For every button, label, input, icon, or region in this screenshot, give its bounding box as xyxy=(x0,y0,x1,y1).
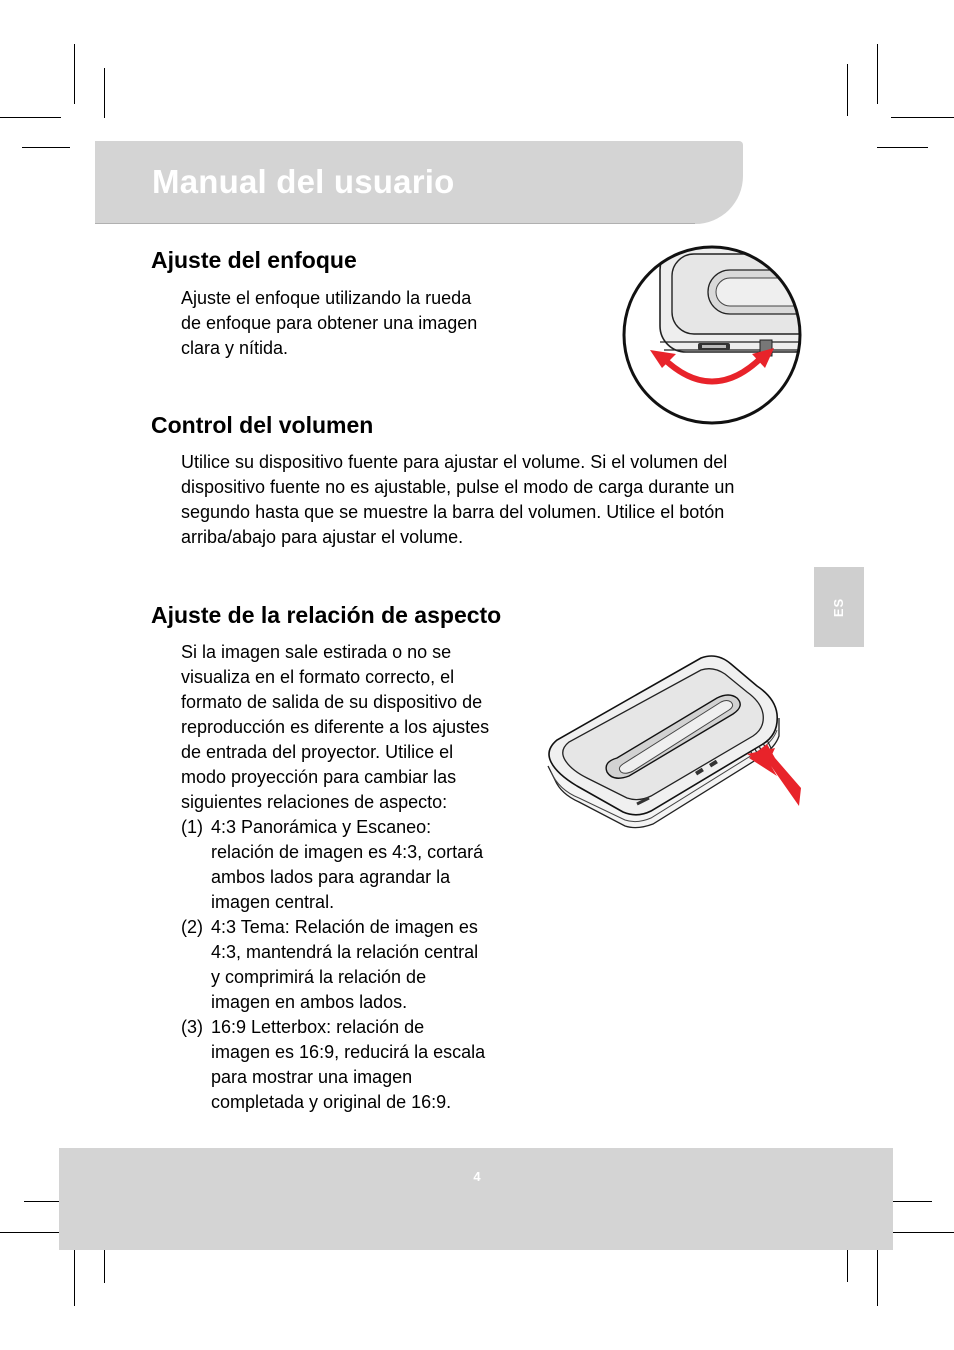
section-heading-aspect: Ajuste de la relación de aspecto xyxy=(151,602,502,628)
list-item-number: (1) xyxy=(181,817,203,837)
paragraph-line: clara y nítida. xyxy=(181,338,289,358)
list-item-number: (3) xyxy=(181,1017,203,1037)
paragraph-line: visualiza en el formato correcto, el xyxy=(181,667,455,687)
footer-band xyxy=(59,1148,893,1250)
crop-mark xyxy=(877,1246,878,1306)
page-title: Manual del usuario xyxy=(152,163,455,200)
list-item xyxy=(181,1015,531,1115)
paragraph-line: segundo hasta que se muestre la barra del volumen. Utilice el botón xyxy=(181,502,725,522)
paragraph-line: de enfoque para obtener una imagen xyxy=(181,313,478,333)
list-item-line: completada y original de 16:9. xyxy=(211,1092,452,1112)
paragraph-line: de entrada del proyector. Utilice el xyxy=(181,742,454,762)
projector-side-view-icon xyxy=(545,648,803,830)
crop-mark xyxy=(0,1232,61,1233)
language-tab xyxy=(814,567,864,647)
list-item-line: para mostrar una imagen xyxy=(211,1067,413,1087)
crop-mark xyxy=(74,44,75,104)
list-item-line: 4:3, mantendrá la relación central xyxy=(211,942,479,962)
list-item-line: 4:3 Tema: Relación de imagen es xyxy=(211,917,478,937)
crop-mark xyxy=(877,44,878,104)
paragraph-line: dispositivo fuente no es ajustable, pulse el modo de carga durante un xyxy=(181,477,735,497)
crop-mark xyxy=(891,117,954,118)
page-number: 4 xyxy=(473,1169,481,1184)
list-item xyxy=(181,815,531,915)
paragraph-line: Utilice su dispositivo fuente para ajustar el volume. Si el volumen del xyxy=(181,452,728,472)
list-item-line: imagen central. xyxy=(211,892,335,912)
focus-wheel-closeup-icon xyxy=(620,244,804,426)
list-item xyxy=(181,915,531,1015)
list-item-line: y comprimirá la relación de xyxy=(211,967,427,987)
crop-mark xyxy=(74,1246,75,1306)
crop-mark xyxy=(22,147,70,148)
list-item-line: imagen es 16:9, reducirá la escala xyxy=(211,1042,486,1062)
crop-mark xyxy=(847,64,848,116)
aspect-options-list xyxy=(181,815,531,1115)
paragraph-line: formato de salida de su dispositivo de xyxy=(181,692,483,712)
language-tab-label: ES xyxy=(831,597,847,617)
aspect-paragraph xyxy=(181,640,531,815)
list-item-line: ambos lados para agrandar la xyxy=(211,867,451,887)
list-item-line: 4:3 Panorámica y Escaneo: xyxy=(211,817,432,837)
section-heading-volume: Control del volumen xyxy=(151,412,374,438)
crop-mark xyxy=(104,68,105,118)
paragraph-line: modo proyección para cambiar las xyxy=(181,767,457,787)
crop-mark xyxy=(0,117,61,118)
crop-mark xyxy=(877,147,928,148)
list-item-line: 16:9 Letterbox: relación de xyxy=(211,1017,425,1037)
paragraph-line: Si la imagen sale estirada o no se xyxy=(181,642,452,662)
paragraph-line: reproducción es diferente a los ajustes xyxy=(181,717,490,737)
paragraph-line: arriba/abajo para ajustar el volume. xyxy=(181,527,464,547)
paragraph-line: Ajuste el enfoque utilizando la rueda xyxy=(181,288,472,308)
list-item-line: imagen en ambos lados. xyxy=(211,992,408,1012)
list-item-line: relación de imagen es 4:3, cortará xyxy=(211,842,484,862)
list-item-number: (2) xyxy=(181,917,203,937)
crop-mark xyxy=(893,1232,954,1233)
focus-paragraph xyxy=(181,286,521,361)
paragraph-line: siguientes relaciones de aspecto: xyxy=(181,792,448,812)
section-heading-focus: Ajuste del enfoque xyxy=(151,247,357,273)
volume-paragraph xyxy=(181,450,801,550)
header-divider xyxy=(95,223,695,224)
